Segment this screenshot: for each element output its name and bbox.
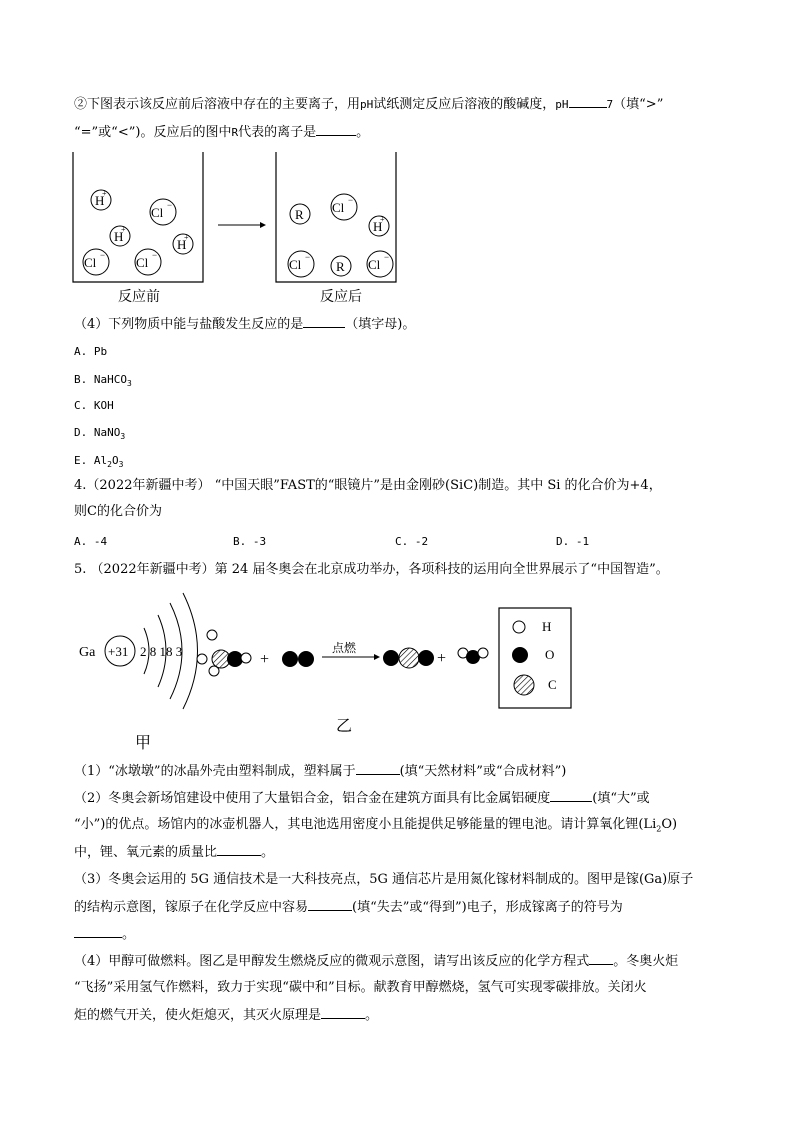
- ion-h: [369, 215, 389, 236]
- answer-blank[interactable]: [316, 123, 356, 136]
- ion-cl: [83, 249, 109, 275]
- q3-part2-line2: “=”或“<”)。反应后的图中R代表的离子是 。: [74, 125, 370, 140]
- q5-part2-line1: （2）冬奥会新场馆建设中使用了大量铝合金，铝合金在建筑方面具有比金属铝硬度 (填“大”或: [74, 791, 650, 806]
- ion-cl: [367, 251, 393, 277]
- q5-part4-line3: 炬的燃气开关，使火炬熄灭，其灭火原理是 。: [74, 1008, 379, 1023]
- answer-blank[interactable]: [589, 952, 613, 965]
- svg-text:+: +: [184, 233, 189, 242]
- before-label: 反应前: [118, 289, 160, 305]
- ion-h: [173, 233, 193, 254]
- legend-box: [499, 608, 571, 708]
- legend-h-icon: [513, 621, 525, 633]
- svg-text:Cl: Cl: [151, 205, 164, 220]
- ion-r: [290, 204, 310, 224]
- q5-part2-line2: “小”)的优点。场馆内的冰壶机器人，其电池选用密度小且能提供足够能量的锂电池。请计算氧化锂$(Li_2O)$: [74, 817, 678, 834]
- ion-r: [331, 256, 351, 276]
- q4-option-a: A. -4: [74, 535, 108, 548]
- svg-text:−: −: [384, 252, 390, 262]
- water-molecule: [458, 648, 488, 664]
- option-e: E. $Al_2O_3$: [74, 454, 124, 470]
- legend-c-label: C: [548, 677, 557, 692]
- svg-text:−: −: [100, 250, 106, 260]
- svg-text:+: +: [121, 225, 126, 234]
- ga-electron-shells: 2 8 18 3: [140, 644, 183, 659]
- svg-text:Cl: Cl: [289, 257, 302, 272]
- plus-sign: +: [260, 651, 270, 668]
- svg-text:−: −: [167, 200, 173, 210]
- option-a: A. Pb: [74, 345, 108, 358]
- answer-blank[interactable]: [303, 315, 345, 328]
- q5-part1: （1）“冰墩墩”的冰晶外壳由塑料制成，塑料属于 (填“天然材料”或“合成材料”): [74, 764, 567, 779]
- svg-text:−: −: [305, 252, 311, 262]
- answer-blank[interactable]: [321, 1006, 365, 1019]
- arrow-head: [374, 654, 380, 660]
- svg-text:Cl: Cl: [136, 255, 149, 270]
- svg-text:H: H: [177, 237, 187, 252]
- ion-cl: [135, 249, 161, 275]
- q3-part2-line1: ②下图表示该反应前后溶液中存在的主要离子，用pH试纸测定反应后溶液的酸碱度，pH 7（填“>”: [74, 97, 664, 112]
- ga-symbol: Ga: [79, 645, 96, 660]
- legend-o-label: O: [545, 647, 555, 662]
- ion-h: [110, 225, 130, 246]
- oxygen-molecule: [282, 651, 314, 667]
- q5-part3-line1: （3）冬奥会运用的 5G 通信技术是一大科技亮点，5G 通信芯片是用氮化镓材料制成的。图甲是镓(Ga)原子: [74, 872, 694, 887]
- ga-nucleus-charge: +31: [108, 644, 129, 659]
- answer-blank[interactable]: [308, 898, 352, 911]
- option-c: C. KOH: [74, 399, 114, 412]
- q5-part3-line3: 。: [74, 925, 135, 944]
- q5-part3-line2: 的结构示意图，镓原子在化学反应中容易 (填“失去”或“得到”)电子，形成镓离子的符号为: [74, 900, 623, 915]
- answer-blank[interactable]: [74, 925, 122, 938]
- q5-part2-line3: 中，锂、氧元素的质量比 。: [74, 845, 275, 860]
- reaction-condition: 点燃: [332, 641, 357, 655]
- q4-stem-line1: 4.（2022年新疆中考） “中国天眼”FAST的“眼镜片”是由金刚砂(SiC)制造。其中 Si 的化合价为+4，: [74, 478, 662, 493]
- answer-blank[interactable]: [217, 843, 261, 856]
- legend-c-icon: [514, 675, 534, 695]
- option-d: D. NaNO$_3$: [74, 426, 126, 442]
- arrow-head: [260, 222, 266, 228]
- svg-text:−: −: [348, 195, 354, 205]
- legend-h-label: H: [542, 619, 552, 634]
- q4-option-d: D. -1: [556, 535, 590, 548]
- after-label: 反应后: [320, 289, 362, 305]
- svg-text:Cl: Cl: [84, 255, 97, 270]
- option-b: B. NaHCO$_3$: [74, 373, 132, 389]
- ion-cl: [288, 251, 314, 277]
- answer-blank[interactable]: [569, 95, 607, 108]
- q4-option-b: B. -3: [233, 535, 267, 548]
- label-jia: 甲: [135, 733, 152, 752]
- q5-part4-line1: （4）甲醇可做燃料。图乙是甲醇发生燃烧反应的微观示意图，请写出该反应的化学方程式 。冬奥火炬: [74, 954, 679, 969]
- svg-text:−: −: [152, 250, 158, 260]
- legend-o-icon: [512, 647, 528, 663]
- methanol-molecule: [197, 630, 251, 676]
- svg-text:+: +: [380, 215, 385, 224]
- svg-text:H: H: [114, 229, 124, 244]
- svg-text:Cl: Cl: [368, 257, 381, 272]
- q3-part4-stem: （4）下列物质中能与盐酸发生反应的是 （填字母)。: [74, 317, 416, 332]
- plus-sign: +: [437, 650, 447, 667]
- ion-cl: [150, 199, 176, 225]
- svg-text:R: R: [336, 259, 345, 274]
- ion-cl: [331, 194, 357, 220]
- label-yi: 乙: [336, 718, 353, 735]
- svg-text:+: +: [102, 189, 107, 198]
- svg-text:H: H: [95, 193, 105, 208]
- q5-stem: 5. （2022年新疆中考）第 24 届冬奥会在北京成功举办，各项科技的运用向全世界展示了“中国智造”。: [74, 562, 669, 577]
- beaker-diagram: [70, 150, 410, 290]
- q4-option-c: C. -2: [395, 535, 429, 548]
- svg-text:R: R: [295, 207, 304, 222]
- answer-blank[interactable]: [356, 762, 400, 775]
- ion-h: [91, 189, 111, 210]
- svg-text:H: H: [373, 219, 383, 234]
- svg-text:Cl: Cl: [332, 200, 345, 215]
- answer-blank[interactable]: [550, 789, 592, 802]
- q5-part4-line2: “飞扬”采用氢气作燃料，致力于实现“碳中和”目标。献教育甲醇燃烧，氢气可实现零碳排放。关闭火: [74, 980, 647, 995]
- co2-molecule: [383, 648, 434, 668]
- q4-stem-line2: 则C的化合价为: [74, 504, 162, 519]
- q5-diagram: [70, 585, 590, 750]
